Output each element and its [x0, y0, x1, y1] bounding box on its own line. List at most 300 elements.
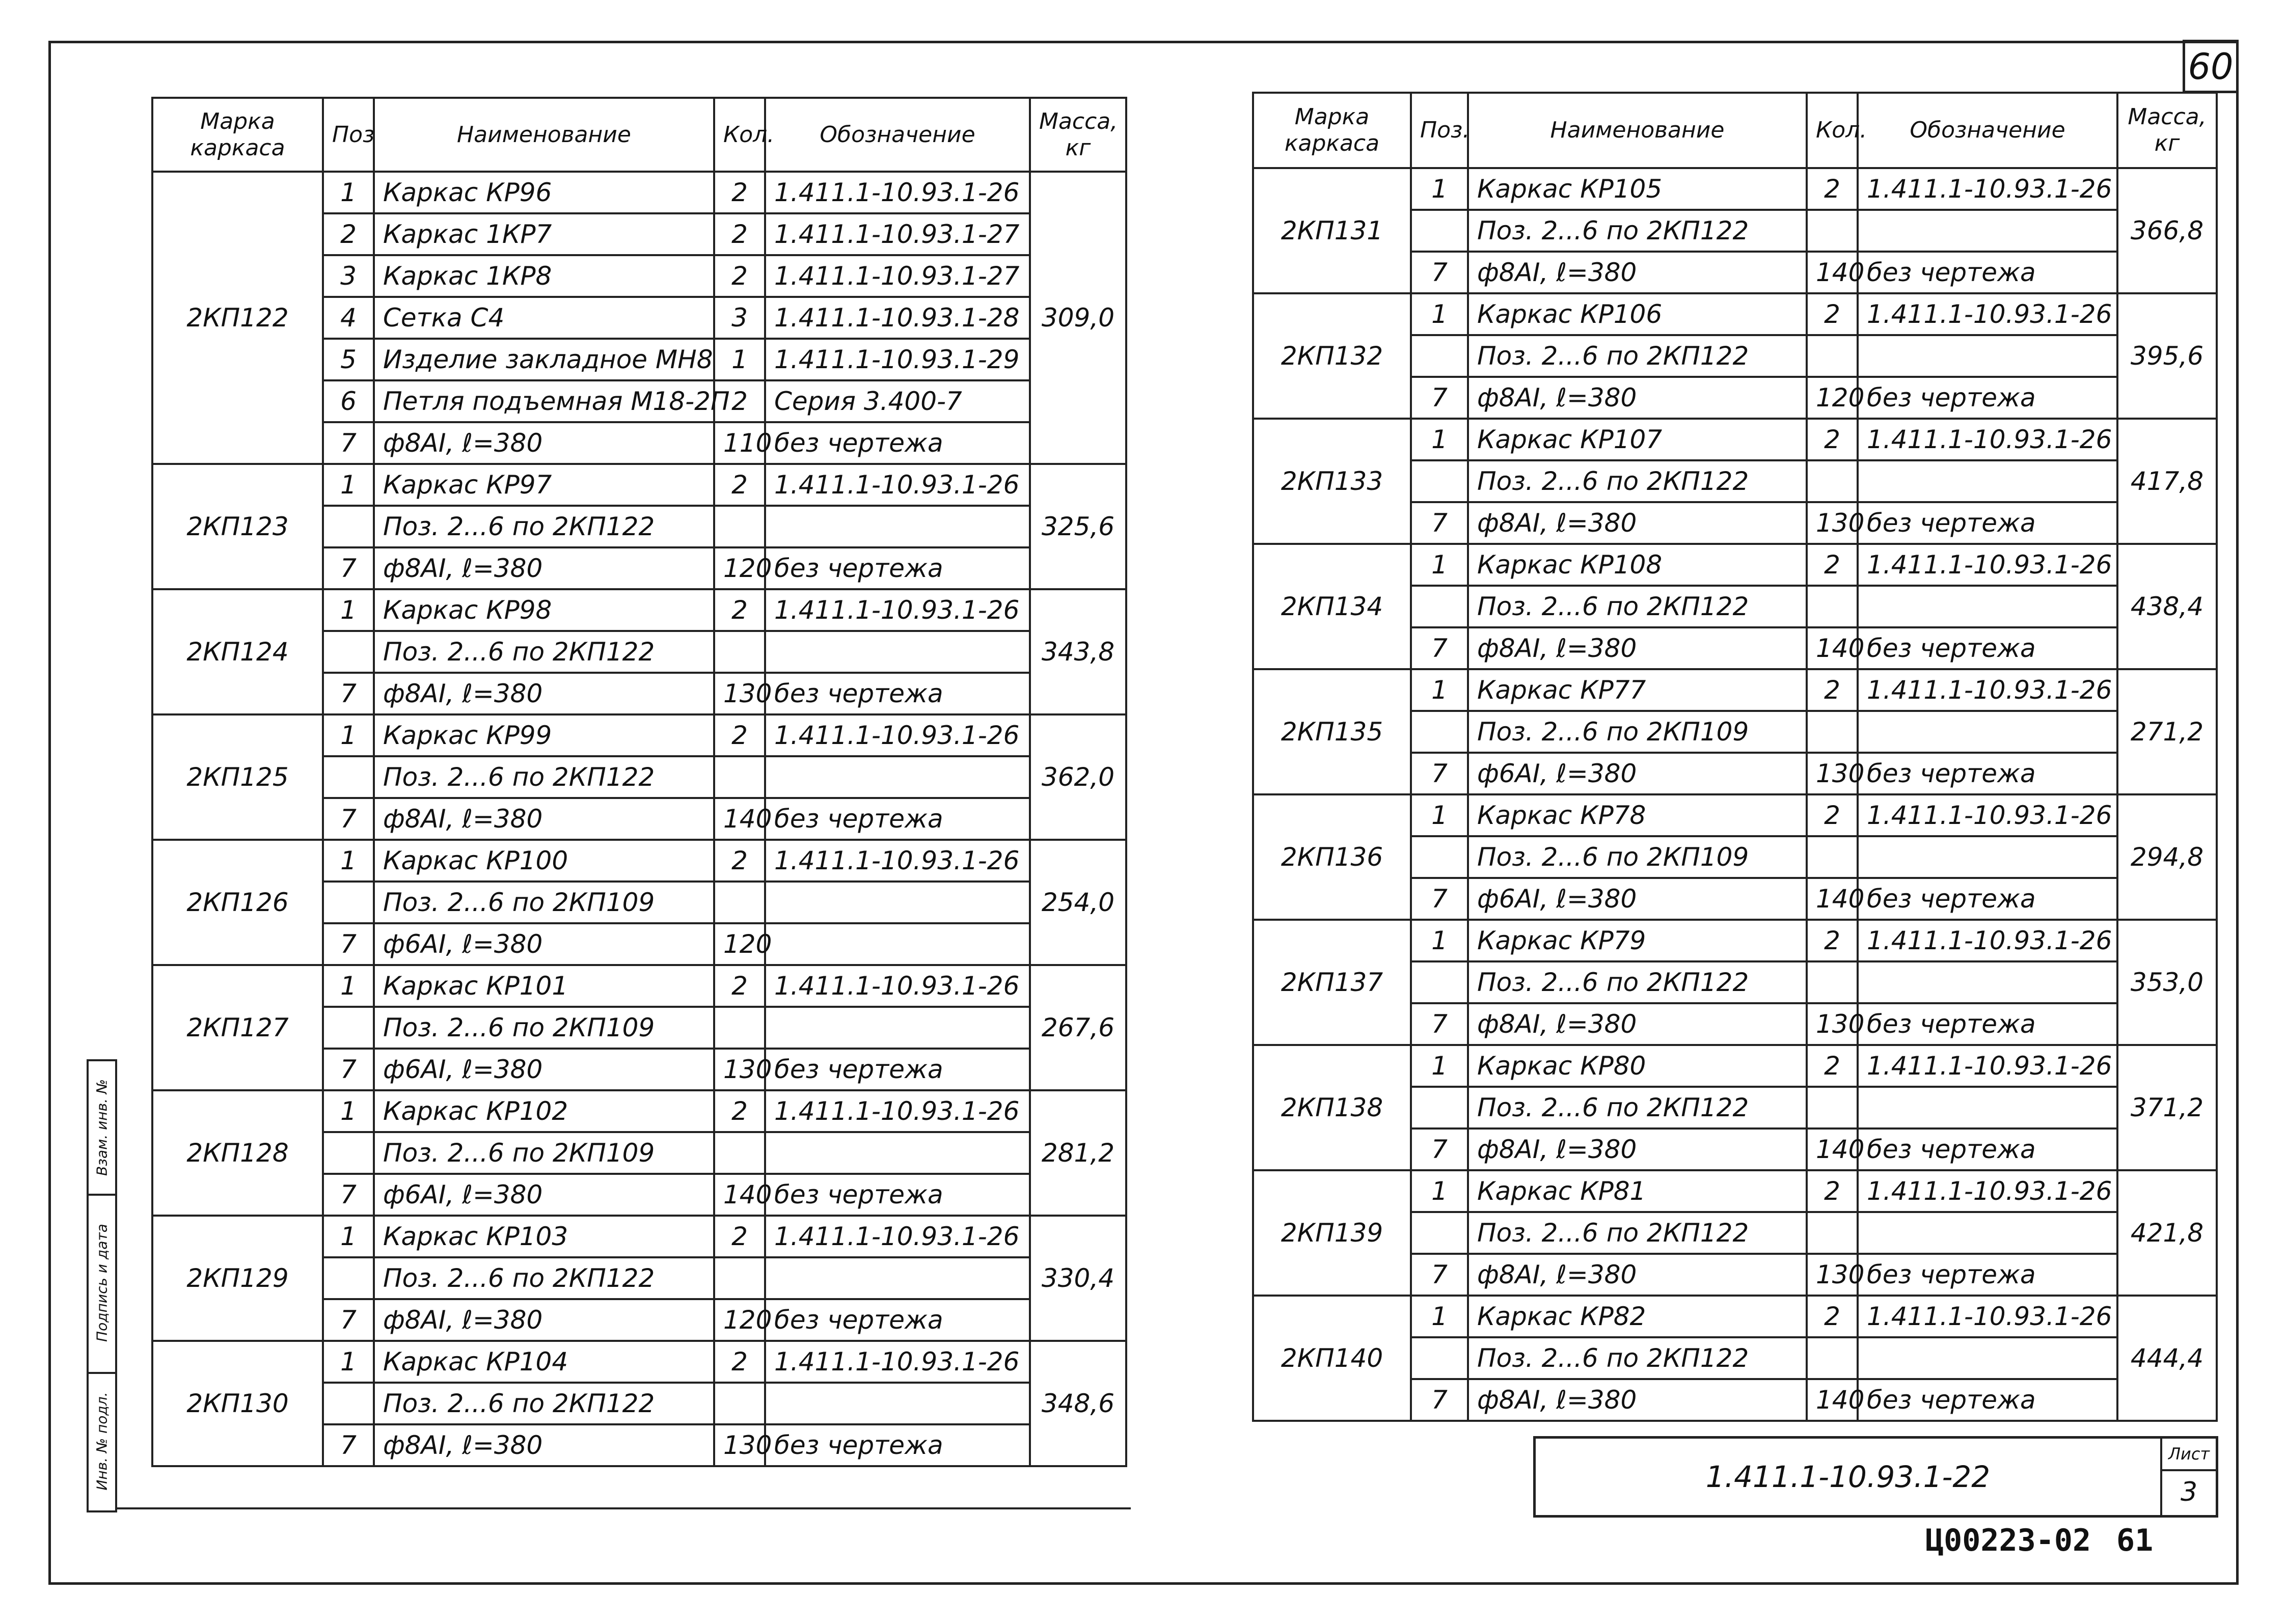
table-row	[1253, 1296, 2217, 1337]
cell-mark: 2КП135	[1253, 669, 1411, 794]
cell-name: Поз. 2...6 по 2КП122	[1468, 335, 1807, 377]
cell-qty	[1807, 836, 1858, 878]
archive-page: 61	[2116, 1523, 2154, 1558]
cell-designation: 1.411.1-10.93.1-26	[1858, 794, 2117, 836]
cell-name: Поз. 2...6 по 2КП122	[1468, 961, 1807, 1003]
cell-name: ф6АI, ℓ=380	[374, 1174, 714, 1216]
cell-qty	[1807, 961, 1858, 1003]
cell-mark: 2КП132	[1253, 293, 1411, 419]
cell-designation: 1.411.1-10.93.1-26	[1858, 544, 2117, 586]
cell-designation: 1.411.1-10.93.1-26	[1858, 1296, 2117, 1337]
cell-designation: 1.411.1-10.93.1-29	[765, 339, 1030, 380]
header-pos: Поз	[323, 98, 374, 172]
cell-pos: 7	[323, 1424, 374, 1466]
cell-pos: 7	[323, 422, 374, 464]
cell-mass: 271,2	[2117, 669, 2217, 794]
cell-pos	[323, 882, 374, 923]
cell-name: ф8АI, ℓ=380	[1468, 1254, 1807, 1296]
cell-name: ф8АI, ℓ=380	[1468, 1003, 1807, 1045]
cell-designation: без чертежа	[1858, 753, 2117, 794]
cell-designation	[1858, 335, 2117, 377]
cell-name: Поз. 2...6 по 2КП122	[1468, 210, 1807, 252]
cell-mass: 421,8	[2117, 1170, 2217, 1296]
cell-mark: 2КП140	[1253, 1296, 1411, 1421]
cell-designation: без чертежа	[765, 673, 1030, 714]
cell-pos: 7	[323, 1049, 374, 1090]
cell-pos: 7	[323, 673, 374, 714]
cell-qty	[1807, 1337, 1858, 1379]
cell-mark: 2КП124	[152, 589, 323, 714]
table-row	[1253, 293, 2217, 335]
cell-name: Поз. 2...6 по 2КП122	[1468, 460, 1807, 502]
cell-pos: 2	[323, 213, 374, 255]
cell-mark: 2КП129	[152, 1216, 323, 1341]
archive-number: Ц00223-02	[1925, 1523, 2091, 1558]
cell-mark: 2КП123	[152, 464, 323, 589]
cell-pos: 7	[1411, 377, 1468, 419]
cell-pos: 7	[1411, 1128, 1468, 1170]
cell-name: ф8АI, ℓ=380	[374, 673, 714, 714]
cell-qty	[1807, 586, 1858, 627]
cell-name: Каркас КР107	[1468, 419, 1807, 460]
cell-pos: 1	[323, 1216, 374, 1257]
cell-mass: 267,6	[1030, 965, 1126, 1090]
cell-designation: 1.411.1-10.93.1-28	[765, 297, 1030, 339]
cell-pos: 1	[1411, 920, 1468, 961]
cell-pos: 7	[323, 923, 374, 965]
cell-designation: 1.411.1-10.93.1-26	[1858, 669, 2117, 711]
spec-table-left	[151, 97, 1127, 1467]
cell-designation	[1858, 586, 2117, 627]
table-row	[152, 965, 1126, 1007]
table-row	[152, 1216, 1126, 1257]
cell-name: ф6АI, ℓ=380	[374, 923, 714, 965]
cell-name: Поз. 2...6 по 2КП122	[1468, 1212, 1807, 1254]
cell-name: Поз. 2...6 по 2КП122	[1468, 1337, 1807, 1379]
cell-qty: 110	[714, 422, 765, 464]
cell-pos: 3	[323, 255, 374, 297]
cell-qty: 140	[1807, 252, 1858, 293]
cell-pos: 7	[1411, 627, 1468, 669]
cell-name: Каркас КР102	[374, 1090, 714, 1132]
cell-designation: 1.411.1-10.93.1-26	[1858, 168, 2117, 210]
cell-designation: без чертежа	[765, 547, 1030, 589]
cell-qty	[714, 631, 765, 673]
cell-name: Поз. 2...6 по 2КП109	[374, 1007, 714, 1049]
cell-qty: 2	[714, 380, 765, 422]
cell-name: ф6АI, ℓ=380	[1468, 753, 1807, 794]
cell-pos: 7	[323, 798, 374, 840]
cell-qty: 2	[714, 464, 765, 506]
cell-qty: 2	[1807, 920, 1858, 961]
cell-designation: без чертежа	[1858, 377, 2117, 419]
cell-qty	[714, 882, 765, 923]
cell-qty: 130	[714, 673, 765, 714]
cell-designation	[1858, 711, 2117, 753]
cell-pos: 1	[323, 1090, 374, 1132]
cell-mass: 366,8	[2117, 168, 2217, 293]
cell-name: ф8АI, ℓ=380	[1468, 377, 1807, 419]
cell-mark: 2КП131	[1253, 168, 1411, 293]
cell-pos: 4	[323, 297, 374, 339]
header-qty: Кол.	[1807, 93, 1858, 168]
cell-qty: 2	[714, 172, 765, 213]
cell-name: ф8АI, ℓ=380	[1468, 1128, 1807, 1170]
cell-name: Каркас КР101	[374, 965, 714, 1007]
cell-pos: 1	[1411, 1045, 1468, 1087]
cell-mass: 254,0	[1030, 840, 1126, 965]
cell-qty: 2	[1807, 1170, 1858, 1212]
cell-pos	[1411, 335, 1468, 377]
cell-mass: 438,4	[2117, 544, 2217, 669]
cell-designation: 1.411.1-10.93.1-26	[765, 589, 1030, 631]
cell-pos: 5	[323, 339, 374, 380]
cell-qty: 130	[1807, 753, 1858, 794]
cell-name: Петля подъемная М18-2П	[374, 380, 714, 422]
cell-designation: 1.411.1-10.93.1-26	[765, 172, 1030, 213]
side-cell-replace-inv: Взам. инв. №	[89, 1061, 115, 1196]
cell-designation: без чертежа	[1858, 1379, 2117, 1421]
cell-name: ф8АI, ℓ=380	[374, 547, 714, 589]
cell-name: Каркас КР105	[1468, 168, 1807, 210]
cell-mass: 417,8	[2117, 419, 2217, 544]
cell-qty: 2	[1807, 669, 1858, 711]
cell-designation: без чертежа	[1858, 878, 2117, 920]
table-row	[1253, 920, 2217, 961]
cell-designation: без чертежа	[765, 422, 1030, 464]
cell-qty: 2	[1807, 794, 1858, 836]
cell-pos: 7	[1411, 753, 1468, 794]
cell-designation	[765, 756, 1030, 798]
cell-pos	[323, 1132, 374, 1174]
cell-pos: 7	[1411, 502, 1468, 544]
cell-mass: 330,4	[1030, 1216, 1126, 1341]
cell-qty: 2	[1807, 1296, 1858, 1337]
cell-designation: 1.411.1-10.93.1-26	[1858, 920, 2117, 961]
cell-mass: 348,6	[1030, 1341, 1126, 1466]
cell-qty	[1807, 460, 1858, 502]
cell-mark: 2КП130	[152, 1341, 323, 1466]
header-qty: Кол.	[714, 98, 765, 172]
cell-designation: 1.411.1-10.93.1-26	[1858, 293, 2117, 335]
cell-designation	[765, 1132, 1030, 1174]
stamp-sheet-value: 3	[2180, 1477, 2198, 1507]
cell-name: ф8АI, ℓ=380	[374, 422, 714, 464]
side-cell-sign-date: Подпись и дата	[89, 1194, 115, 1374]
cell-pos: 7	[323, 1299, 374, 1341]
header-mark: Марка каркаса	[152, 98, 323, 172]
cell-mass: 353,0	[2117, 920, 2217, 1045]
cell-pos: 1	[1411, 544, 1468, 586]
cell-pos: 6	[323, 380, 374, 422]
cell-qty: 130	[1807, 1003, 1858, 1045]
cell-designation: 1.411.1-10.93.1-26	[1858, 1045, 2117, 1087]
cell-qty: 140	[1807, 1128, 1858, 1170]
table-row	[1253, 1170, 2217, 1212]
cell-qty	[1807, 1212, 1858, 1254]
cell-pos: 1	[323, 1341, 374, 1383]
cell-designation: без чертежа	[1858, 1003, 2117, 1045]
cell-mass: 362,0	[1030, 714, 1126, 840]
cell-pos: 1	[1411, 1170, 1468, 1212]
cell-name: Поз. 2...6 по 2КП122	[374, 506, 714, 547]
cell-name: ф8АI, ℓ=380	[1468, 252, 1807, 293]
cell-qty	[714, 756, 765, 798]
cell-designation: 1.411.1-10.93.1-26	[765, 464, 1030, 506]
cell-name: Каркас 1КР7	[374, 213, 714, 255]
cell-designation: 1.411.1-10.93.1-26	[1858, 1170, 2117, 1212]
cell-name: Поз. 2...6 по 2КП122	[374, 1383, 714, 1424]
cell-pos	[1411, 1087, 1468, 1128]
cell-mark: 2КП127	[152, 965, 323, 1090]
cell-designation	[1858, 1337, 2117, 1379]
cell-designation	[1858, 961, 2117, 1003]
cell-designation	[1858, 1212, 2117, 1254]
cell-mass: 343,8	[1030, 589, 1126, 714]
table-row	[1253, 1045, 2217, 1087]
stamp-sheet-label: Лист	[2162, 1439, 2216, 1471]
cell-mass: 281,2	[1030, 1090, 1126, 1216]
document-code: 1.411.1-10.93.1-22	[1536, 1439, 2162, 1515]
title-block-stamp	[1533, 1436, 2218, 1518]
cell-qty: 120	[714, 1299, 765, 1341]
spec-table-right-body	[1253, 168, 2217, 1421]
cell-qty: 2	[1807, 168, 1858, 210]
cell-mark: 2КП139	[1253, 1170, 1411, 1296]
table-row	[152, 714, 1126, 756]
cell-pos: 1	[323, 464, 374, 506]
cell-name: Поз. 2...6 по 2КП122	[1468, 1087, 1807, 1128]
cell-name: Каркас КР77	[1468, 669, 1807, 711]
header-mark: Марка каркаса	[1253, 93, 1411, 168]
cell-qty	[714, 1257, 765, 1299]
cell-pos	[323, 1007, 374, 1049]
cell-designation	[765, 506, 1030, 547]
cell-qty: 2	[714, 213, 765, 255]
spec-table-right	[1252, 92, 2218, 1422]
cell-mass: 325,6	[1030, 464, 1126, 589]
cell-name: ф8АI, ℓ=380	[374, 1424, 714, 1466]
cell-qty: 2	[1807, 419, 1858, 460]
cell-name: Каркас КР97	[374, 464, 714, 506]
cell-pos	[323, 756, 374, 798]
cell-qty: 2	[714, 965, 765, 1007]
cell-designation: Серия 3.400-7	[765, 380, 1030, 422]
cell-qty: 2	[714, 1216, 765, 1257]
cell-qty	[714, 1132, 765, 1174]
cell-name: Каркас КР96	[374, 172, 714, 213]
cell-qty	[714, 1383, 765, 1424]
cell-pos: 7	[1411, 1379, 1468, 1421]
cell-qty: 2	[714, 840, 765, 882]
cell-qty: 120	[714, 547, 765, 589]
cell-designation: без чертежа	[765, 1424, 1030, 1466]
cell-qty: 120	[714, 923, 765, 965]
cell-qty: 120	[1807, 377, 1858, 419]
cell-name: Каркас КР81	[1468, 1170, 1807, 1212]
cell-qty	[1807, 210, 1858, 252]
cell-designation: 1.411.1-10.93.1-26	[765, 1090, 1030, 1132]
cell-qty	[1807, 711, 1858, 753]
cell-pos: 1	[323, 714, 374, 756]
cell-pos: 7	[1411, 1003, 1468, 1045]
header-name: Наименование	[374, 98, 714, 172]
cell-qty: 2	[1807, 293, 1858, 335]
cell-name: ф8АI, ℓ=380	[1468, 627, 1807, 669]
cell-pos	[1411, 210, 1468, 252]
header-designation: Обозначение	[1858, 93, 2117, 168]
cell-pos	[1411, 711, 1468, 753]
cell-designation: 1.411.1-10.93.1-26	[765, 965, 1030, 1007]
sheet-number: 60	[2183, 40, 2239, 93]
cell-qty: 3	[714, 297, 765, 339]
cell-name: Каркас 1КР8	[374, 255, 714, 297]
cell-name: ф8АI, ℓ=380	[374, 1299, 714, 1341]
cell-designation	[765, 1383, 1030, 1424]
cell-designation	[765, 1257, 1030, 1299]
table-row	[1253, 419, 2217, 460]
header-mass: Масса, кг	[1030, 98, 1126, 172]
cell-mass: 395,6	[2117, 293, 2217, 419]
cell-qty: 140	[714, 1174, 765, 1216]
cell-designation: 1.411.1-10.93.1-26	[765, 840, 1030, 882]
table-row	[1253, 544, 2217, 586]
cell-qty: 2	[714, 714, 765, 756]
cell-mark: 2КП126	[152, 840, 323, 965]
table-row	[152, 1090, 1126, 1132]
cell-name: Поз. 2...6 по 2КП109	[374, 882, 714, 923]
cell-qty: 140	[714, 798, 765, 840]
cell-qty: 140	[1807, 627, 1858, 669]
cell-qty	[714, 506, 765, 547]
table-row	[152, 1341, 1126, 1383]
cell-name: Поз. 2...6 по 2КП109	[374, 1132, 714, 1174]
cell-name: Поз. 2...6 по 2КП122	[374, 756, 714, 798]
cell-designation: без чертежа	[765, 1174, 1030, 1216]
cell-name: Каркас КР98	[374, 589, 714, 631]
cell-pos: 1	[1411, 1296, 1468, 1337]
cell-name: Поз. 2...6 по 2КП109	[1468, 836, 1807, 878]
cell-designation: 1.411.1-10.93.1-26	[1858, 419, 2117, 460]
table-row	[1253, 794, 2217, 836]
cell-designation: без чертежа	[765, 1049, 1030, 1090]
cell-pos	[1411, 460, 1468, 502]
cell-name: Каркас КР106	[1468, 293, 1807, 335]
cell-qty: 2	[714, 589, 765, 631]
cell-designation: без чертежа	[1858, 1128, 2117, 1170]
cell-name: ф8АI, ℓ=380	[1468, 502, 1807, 544]
cell-pos	[1411, 836, 1468, 878]
cell-mark: 2КП136	[1253, 794, 1411, 920]
cell-pos	[1411, 586, 1468, 627]
cell-pos	[323, 1383, 374, 1424]
cell-designation	[765, 923, 1030, 965]
cell-name: Каркас КР103	[374, 1216, 714, 1257]
cell-qty: 130	[714, 1049, 765, 1090]
cell-mark: 2КП122	[152, 172, 323, 464]
cell-designation	[765, 882, 1030, 923]
table-row	[1253, 168, 2217, 210]
cell-name: Изделие закладное МН8	[374, 339, 714, 380]
header-name: Наименование	[1468, 93, 1807, 168]
cell-designation	[1858, 1087, 2117, 1128]
cell-designation: без чертежа	[1858, 252, 2117, 293]
cell-pos: 1	[323, 589, 374, 631]
cell-pos: 1	[323, 840, 374, 882]
cell-pos: 7	[1411, 1254, 1468, 1296]
cell-pos: 1	[1411, 794, 1468, 836]
cell-name: Каркас КР104	[374, 1341, 714, 1383]
header-pos: Поз.	[1411, 93, 1468, 168]
cell-name: ф6АI, ℓ=380	[374, 1049, 714, 1090]
cell-designation: без чертежа	[765, 1299, 1030, 1341]
header-mass: Масса, кг	[2117, 93, 2217, 168]
cell-name: Поз. 2...6 по 2КП122	[1468, 586, 1807, 627]
cell-mark: 2КП138	[1253, 1045, 1411, 1170]
cell-qty: 140	[1807, 1379, 1858, 1421]
cell-qty: 2	[714, 255, 765, 297]
cell-name: Каркас КР99	[374, 714, 714, 756]
cell-pos: 1	[323, 965, 374, 1007]
cell-mark: 2КП128	[152, 1090, 323, 1216]
cell-mark: 2КП133	[1253, 419, 1411, 544]
cell-name: Каркас КР108	[1468, 544, 1807, 586]
cell-name: ф8АI, ℓ=380	[374, 798, 714, 840]
cell-pos: 7	[1411, 252, 1468, 293]
cell-pos: 7	[323, 547, 374, 589]
cell-name: Каркас КР79	[1468, 920, 1807, 961]
cell-designation	[765, 631, 1030, 673]
cell-pos	[1411, 1337, 1468, 1379]
cell-pos: 7	[323, 1174, 374, 1216]
cell-name: Поз. 2...6 по 2КП109	[1468, 711, 1807, 753]
cell-name: Сетка С4	[374, 297, 714, 339]
cell-mark: 2КП134	[1253, 544, 1411, 669]
cell-designation	[1858, 836, 2117, 878]
cell-name: Каркас КР80	[1468, 1045, 1807, 1087]
table-row	[152, 589, 1126, 631]
cell-name: Поз. 2...6 по 2КП122	[374, 631, 714, 673]
cell-designation	[1858, 210, 2117, 252]
cell-designation: 1.411.1-10.93.1-27	[765, 255, 1030, 297]
cell-mark: 2КП125	[152, 714, 323, 840]
cell-qty: 130	[1807, 502, 1858, 544]
table-row	[1253, 669, 2217, 711]
cell-name: Каркас КР100	[374, 840, 714, 882]
cell-name: Каркас КР82	[1468, 1296, 1807, 1337]
bottom-rule	[117, 1507, 1131, 1509]
side-approval-strip	[87, 1059, 117, 1512]
cell-qty	[1807, 1087, 1858, 1128]
cell-qty	[714, 1007, 765, 1049]
cell-designation: без чертежа	[765, 798, 1030, 840]
cell-pos: 7	[1411, 878, 1468, 920]
cell-qty: 1	[714, 339, 765, 380]
spec-table-left-body	[152, 172, 1126, 1466]
cell-name: ф8АI, ℓ=380	[1468, 1379, 1807, 1421]
cell-pos: 1	[323, 172, 374, 213]
cell-mark: 2КП137	[1253, 920, 1411, 1045]
table-row	[152, 840, 1126, 882]
cell-qty: 2	[1807, 1045, 1858, 1087]
table-row	[152, 464, 1126, 506]
cell-pos: 1	[1411, 168, 1468, 210]
cell-qty: 130	[714, 1424, 765, 1466]
side-cell-inv-no: Инв. № подл.	[93, 1392, 111, 1491]
cell-qty: 2	[714, 1090, 765, 1132]
cell-designation	[765, 1007, 1030, 1049]
cell-mass: 444,4	[2117, 1296, 2217, 1421]
